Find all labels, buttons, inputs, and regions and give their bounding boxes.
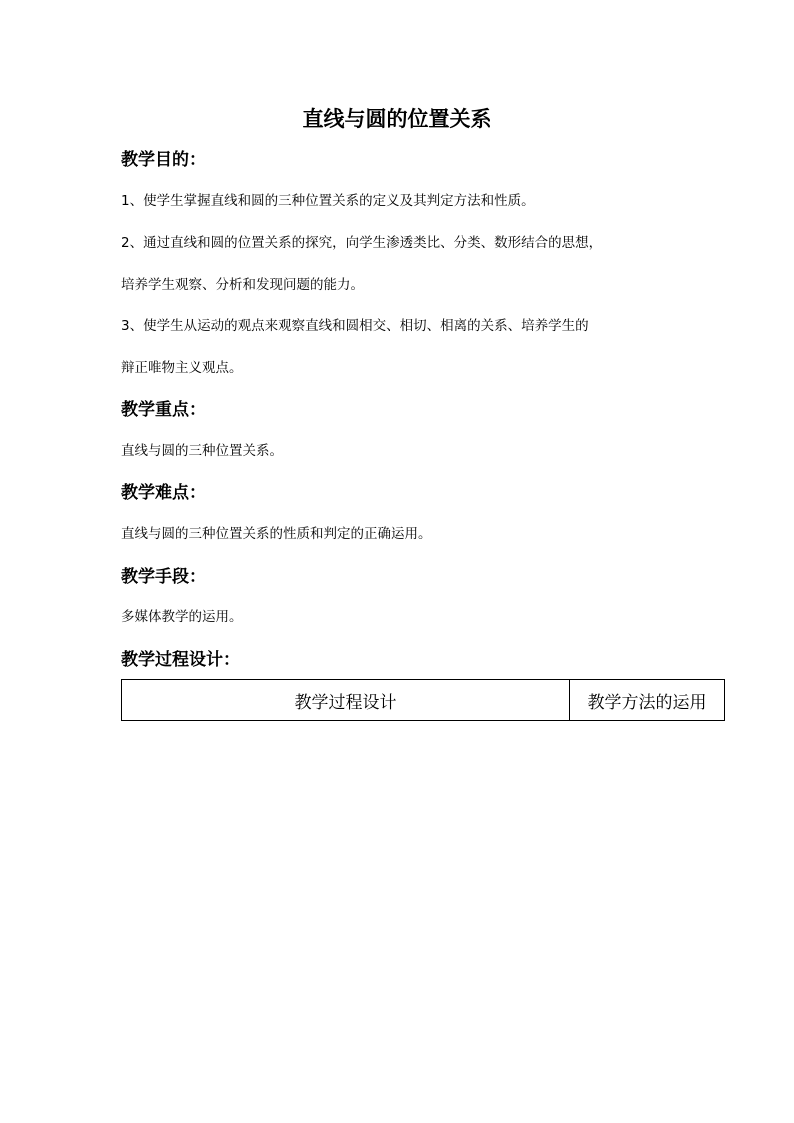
means-heading: 教学手段： xyxy=(121,567,206,587)
objectives-line-3: 培养学生观察、分析和发现问题的能力。 xyxy=(121,277,364,293)
process-table xyxy=(121,679,725,721)
objectives-line-4: 3、使学生从运动的观点来观察直线和圆相交、相切、相离的关系、培养学生的 xyxy=(121,318,589,334)
objectives-line-1: 1、使学生掌握直线和圆的三种位置关系的定义及其判定方法和性质。 xyxy=(121,193,535,209)
document-title: 直线与圆的位置关系 xyxy=(302,107,492,131)
means-text: 多媒体教学的运用。 xyxy=(121,609,243,625)
table-row xyxy=(122,680,725,721)
difficulties-text: 直线与圆的三种位置关系的性质和判定的正确运用。 xyxy=(121,526,432,542)
table-header-method-usage: 教学方法的运用 xyxy=(570,680,725,721)
difficulties-heading: 教学难点： xyxy=(121,483,206,503)
table-header-process-design: 教学过程设计 xyxy=(122,680,570,721)
objectives-heading: 教学目的： xyxy=(121,150,206,170)
objectives-line-2: 2、通过直线和圆的位置关系的探究，向学生渗透类比、分类、数形结合的思想， xyxy=(121,235,603,251)
objectives-line-5: 辩正唯物主义观点。 xyxy=(121,360,243,376)
process-heading: 教学过程设计： xyxy=(121,650,240,670)
key-points-text: 直线与圆的三种位置关系。 xyxy=(121,443,283,459)
key-points-heading: 教学重点： xyxy=(121,400,206,420)
